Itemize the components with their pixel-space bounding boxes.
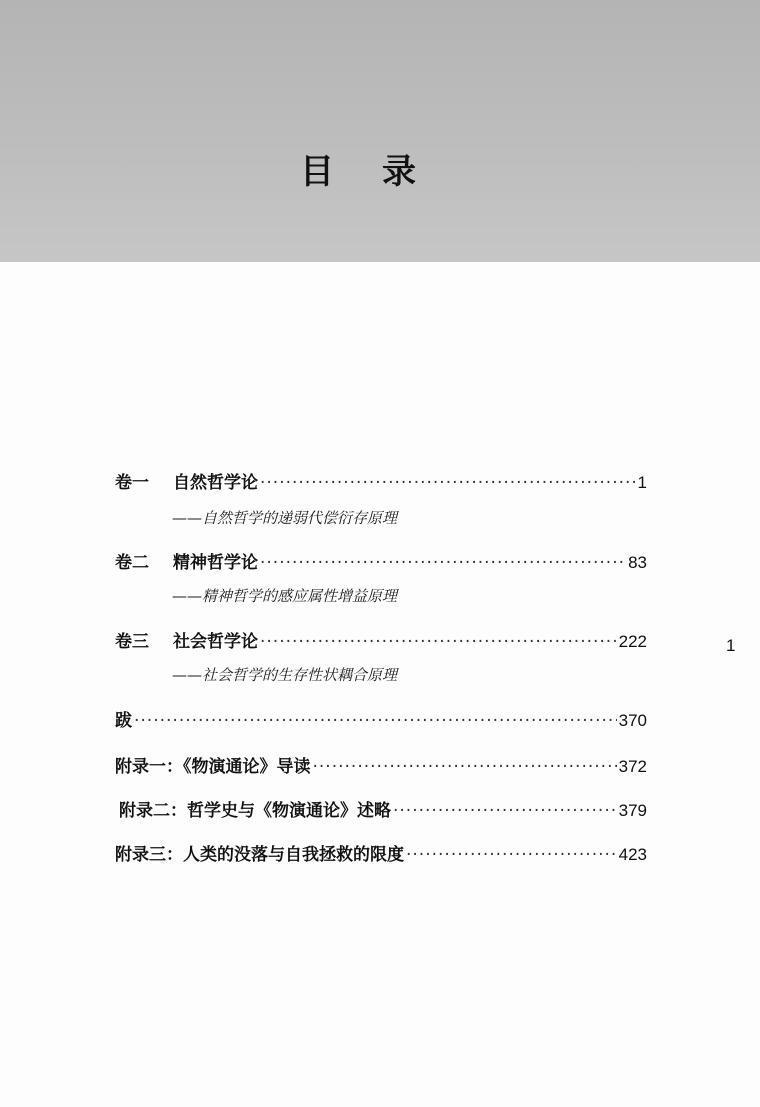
toc-page-number: 1 xyxy=(637,473,647,492)
toc-entry-subtitle: ——精神哲学的感应属性增益原理 xyxy=(172,587,398,605)
toc-leader-dots xyxy=(260,552,626,574)
toc-entry-subtitle: ——社会哲学的生存性状耦合原理 xyxy=(172,666,398,684)
toc-page-number: 372 xyxy=(618,757,647,776)
toc-entry-title: 精神哲学论 xyxy=(173,553,258,573)
page-title: 目录 xyxy=(300,152,464,192)
toc-entry-appendix-2[interactable] xyxy=(119,800,647,822)
toc-leader-dots xyxy=(260,472,636,494)
toc-page-number: 423 xyxy=(618,845,647,864)
toc-volume-label: 卷三 xyxy=(115,632,149,652)
toc-entry-title: 自然哲学论 xyxy=(173,473,258,493)
toc-leader-dots xyxy=(134,710,617,732)
toc-entry-postscript[interactable] xyxy=(115,710,647,732)
toc-page-number: 222 xyxy=(618,632,647,651)
toc-page-number: 83 xyxy=(628,553,647,572)
toc-entry-title: 附录三：人类的没落与自我拯救的限度 xyxy=(115,845,404,865)
toc-entry-title: 附录一：《物演通论》导读 xyxy=(115,757,311,777)
toc-leader-dots xyxy=(406,844,617,866)
toc-entry-appendix-3[interactable] xyxy=(115,844,647,866)
toc-entry-volume-3[interactable] xyxy=(115,631,647,653)
header-band xyxy=(0,0,760,262)
toc-leader-dots xyxy=(313,756,617,778)
toc-entry-volume-2[interactable] xyxy=(115,552,647,574)
toc-leader-dots xyxy=(260,631,617,653)
toc-entry-title: 跋 xyxy=(115,711,132,731)
toc-page-number: 379 xyxy=(618,801,647,820)
toc-leader-dots xyxy=(393,800,617,822)
toc-page-number: 370 xyxy=(618,711,647,730)
toc-entry-title: 社会哲学论 xyxy=(173,632,258,652)
toc-entry-title: 附录二：哲学史与《物演通论》述略 xyxy=(119,801,391,821)
page-number: 1 xyxy=(726,636,736,655)
toc-entry-subtitle: ——自然哲学的递弱代偿衍存原理 xyxy=(172,509,398,527)
toc-entry-volume-1[interactable] xyxy=(115,472,647,494)
toc-entry-appendix-1[interactable] xyxy=(115,756,647,778)
toc-volume-label: 卷一 xyxy=(115,473,149,493)
toc-volume-label: 卷二 xyxy=(115,553,149,573)
